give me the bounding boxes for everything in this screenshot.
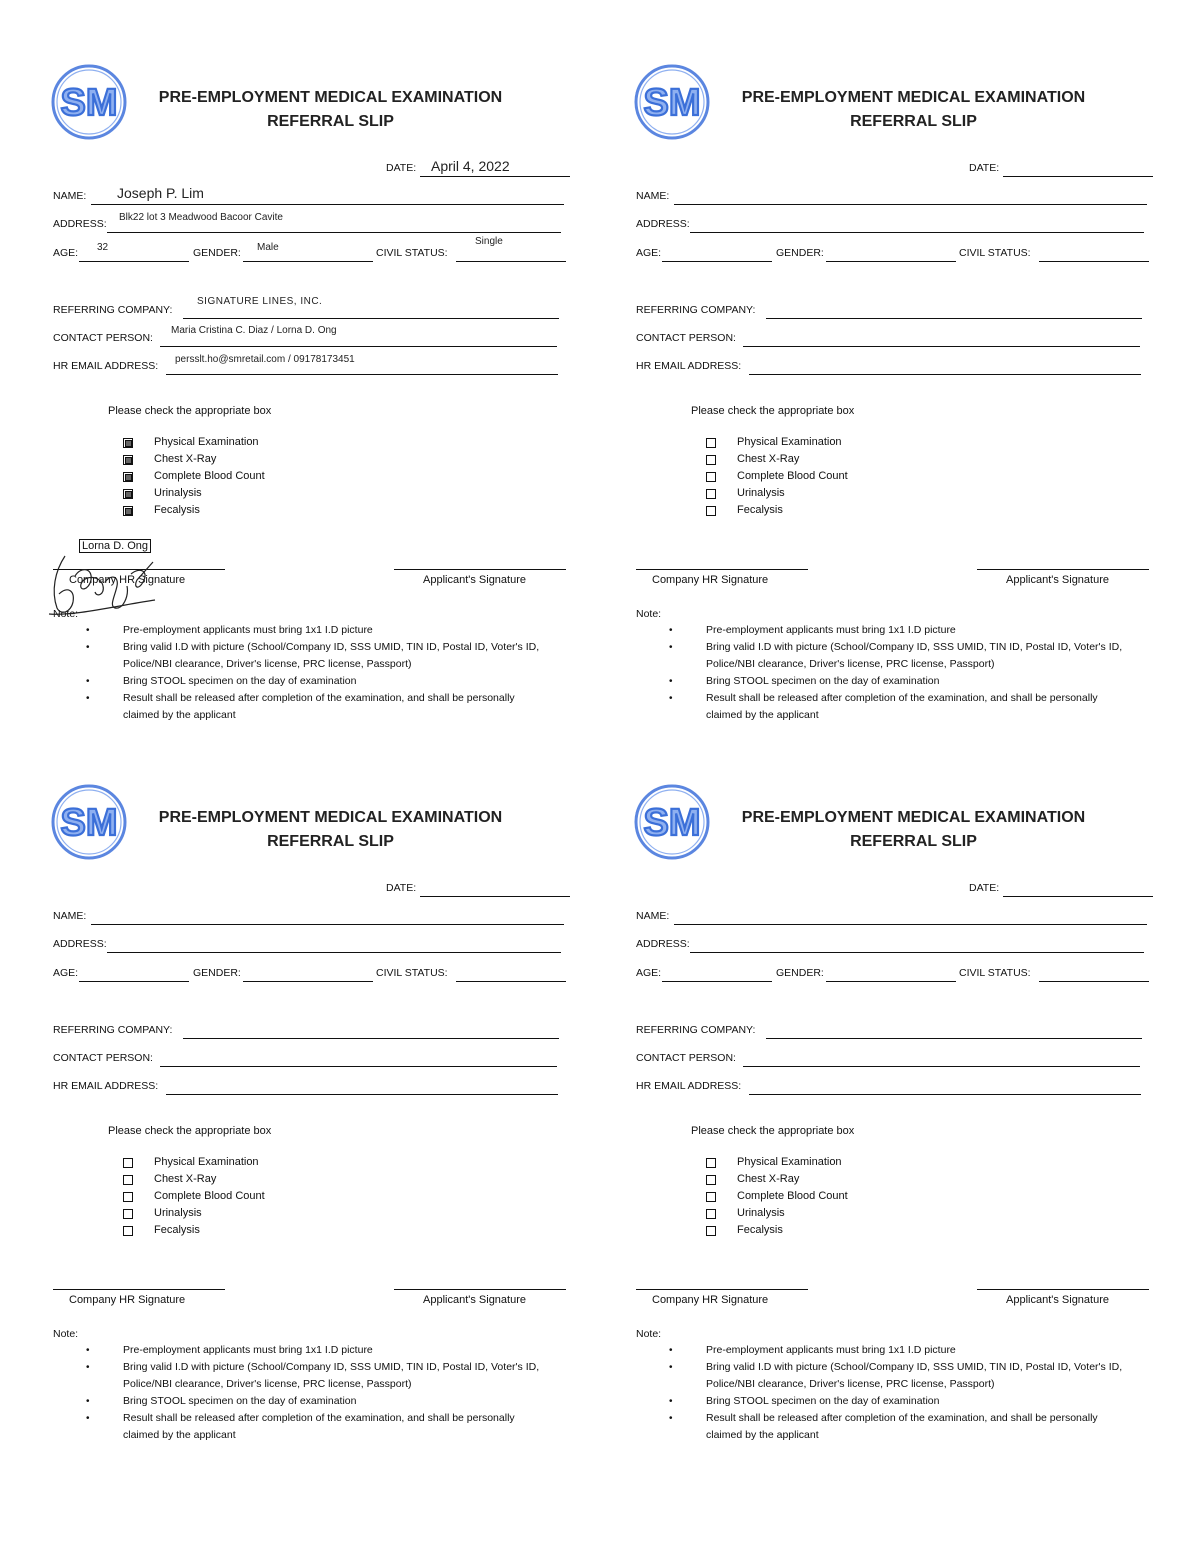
hr-email-label: HR EMAIL ADDRESS: (636, 1080, 742, 1092)
form-title-line1: PRE-EMPLOYMENT MEDICAL EXAMINATION (741, 809, 1086, 826)
notes-list (67, 622, 547, 724)
referring-company-field[interactable] (766, 1038, 1142, 1039)
address-label: ADDRESS: (53, 938, 107, 950)
contact-person-field[interactable] (743, 1066, 1140, 1067)
checklist-item-label: Urinalysis (154, 487, 202, 499)
civil-status-label: CIVIL STATUS: (959, 247, 1031, 259)
age-field[interactable] (79, 261, 189, 262)
checklist-item-label: Urinalysis (154, 1207, 202, 1219)
age-value: 32 (97, 242, 109, 253)
checklist-item[interactable] (123, 487, 423, 504)
checklist-item[interactable] (123, 453, 423, 470)
checkbox[interactable] (706, 455, 716, 465)
checkbox[interactable] (123, 1192, 133, 1202)
note-item: • Bring STOOL specimen on the day of examination (650, 673, 1130, 690)
age-field[interactable] (662, 261, 772, 262)
checkbox[interactable] (706, 506, 716, 516)
contact-person-field[interactable] (160, 1066, 557, 1067)
name-label: NAME: (53, 910, 87, 922)
company-hr-signature-line[interactable] (53, 1289, 225, 1290)
gender-field[interactable] (826, 261, 956, 262)
hr-email-label: HR EMAIL ADDRESS: (53, 360, 159, 372)
name-label: NAME: (53, 190, 87, 202)
name-field[interactable] (674, 924, 1147, 925)
checkbox[interactable] (706, 1175, 716, 1185)
checkbox[interactable] (123, 506, 133, 516)
name-value: Joseph P. Lim (117, 185, 204, 201)
svg-text:SM: SM (60, 82, 118, 124)
note-item: • Result shall be released after completion of the examination, and shall be personally claimed by the applicant (67, 1410, 547, 1444)
checkbox[interactable] (123, 472, 133, 482)
checkbox[interactable] (706, 472, 716, 482)
note-item: • Result shall be released after completion of the examination, and shall be personally claimed by the applicant (650, 690, 1130, 724)
form-title-line2: REFERRAL SLIP (267, 113, 394, 130)
date-field[interactable] (420, 896, 570, 897)
date-field[interactable] (420, 176, 570, 177)
checklist-item-label: Fecalysis (737, 504, 783, 516)
referral-slip-4 (636, 792, 1200, 1492)
address-label: ADDRESS: (53, 218, 107, 230)
checklist-item-label: Fecalysis (737, 1224, 783, 1236)
checkbox[interactable] (706, 438, 716, 448)
applicant-signature-line[interactable] (977, 1289, 1149, 1290)
civil-status-label: CIVIL STATUS: (376, 247, 448, 259)
address-label: ADDRESS: (636, 938, 690, 950)
address-label: ADDRESS: (636, 218, 690, 230)
age-field[interactable] (662, 981, 772, 982)
checklist-item-label: Chest X-Ray (154, 453, 217, 465)
form-title-line1: PRE-EMPLOYMENT MEDICAL EXAMINATION (741, 89, 1086, 106)
form-title (53, 806, 608, 854)
checklist-item[interactable] (706, 1156, 1006, 1173)
handwritten-signature-icon (45, 546, 195, 622)
age-label: AGE: (636, 967, 662, 979)
checkbox[interactable] (706, 489, 716, 499)
note-item: • Pre-employment applicants must bring 1x1 I.D picture (67, 622, 547, 639)
address-field[interactable] (690, 952, 1144, 953)
name-label: NAME: (636, 190, 670, 202)
checklist-item-label: Physical Examination (154, 436, 259, 448)
address-field[interactable] (107, 232, 561, 233)
referring-company-label: REFERRING COMPANY: (53, 304, 173, 316)
date-value: April 4, 2022 (431, 158, 510, 174)
note-item: • Pre-employment applicants must bring 1x1 I.D picture (650, 622, 1130, 639)
note-item: • Pre-employment applicants must bring 1x1 I.D picture (650, 1342, 1130, 1359)
contact-person-label: CONTACT PERSON: (636, 1052, 736, 1064)
gender-value: Male (257, 242, 279, 253)
checkbox[interactable] (123, 1158, 133, 1168)
referring-company-label: REFERRING COMPANY: (636, 1024, 756, 1036)
check-instruction: Please check the appropriate box (691, 405, 855, 417)
age-label: AGE: (53, 967, 79, 979)
referring-company-label: REFERRING COMPANY: (53, 1024, 173, 1036)
checklist-item[interactable] (123, 504, 423, 521)
applicant-signature-label: Applicant's Signature (423, 574, 526, 586)
checklist-item-label: Fecalysis (154, 504, 200, 516)
checkbox[interactable] (706, 1226, 716, 1236)
applicant-signature-label: Applicant's Signature (1006, 1294, 1109, 1306)
checklist-item[interactable] (706, 1173, 1006, 1190)
date-label: DATE: (969, 882, 1000, 894)
civil-status-field[interactable] (1039, 981, 1149, 982)
company-hr-signature-label: Company HR Signature (652, 574, 769, 586)
name-label: NAME: (636, 910, 670, 922)
notes-list (650, 1342, 1130, 1444)
referring-company-value: SIGNATURE LINES, INC. (197, 296, 323, 307)
hr-email-label: HR EMAIL ADDRESS: (636, 360, 742, 372)
checkbox[interactable] (706, 1158, 716, 1168)
applicant-signature-line[interactable] (977, 569, 1149, 570)
note-label: Note: (53, 608, 79, 620)
checkbox[interactable] (123, 455, 133, 465)
civil-status-field[interactable] (456, 261, 566, 262)
name-field[interactable] (91, 204, 564, 205)
hr-email-label: HR EMAIL ADDRESS: (53, 1080, 159, 1092)
checkbox[interactable] (123, 1175, 133, 1185)
date-label: DATE: (386, 162, 417, 174)
form-title-line1: PRE-EMPLOYMENT MEDICAL EXAMINATION (158, 809, 503, 826)
note-item: • Bring valid I.D with picture (School/Company ID, SSS UMID, TIN ID, Postal ID, Voter's ID, Police/NBI clearance, Driver's license, PRC license, Passport) (67, 639, 547, 673)
checklist-item[interactable] (123, 1207, 423, 1224)
note-item: • Bring valid I.D with picture (School/Company ID, SSS UMID, TIN ID, Postal ID, Voter's ID, Police/NBI clearance, Driver's license, PRC license, Passport) (67, 1359, 547, 1393)
date-field[interactable] (1003, 176, 1153, 177)
company-hr-signature-label: Company HR Signature (652, 1294, 769, 1306)
note-item: • Bring valid I.D with picture (School/Company ID, SSS UMID, TIN ID, Postal ID, Voter's ID, Police/NBI clearance, Driver's license, PRC license, Passport) (650, 639, 1130, 673)
check-instruction: Please check the appropriate box (108, 1125, 272, 1137)
contact-person-label: CONTACT PERSON: (53, 1052, 153, 1064)
notes-list (67, 1342, 547, 1444)
checkbox[interactable] (123, 489, 133, 499)
name-field[interactable] (91, 924, 564, 925)
address-field[interactable] (690, 232, 1144, 233)
note-item: • Pre-employment applicants must bring 1x1 I.D picture (67, 1342, 547, 1359)
form-title (636, 806, 1191, 854)
address-field[interactable] (107, 952, 561, 953)
checklist-item-label: Physical Examination (737, 436, 842, 448)
checklist-item-label: Chest X-Ray (154, 1173, 217, 1185)
hr-email-value: persslt.ho@smretail.com / 09178173451 (175, 354, 355, 365)
note-label: Note: (53, 1328, 79, 1340)
date-label: DATE: (386, 882, 417, 894)
company-hr-signature-line[interactable] (636, 569, 808, 570)
note-label: Note: (636, 1328, 662, 1340)
contact-person-field[interactable] (160, 346, 557, 347)
form-title-line2: REFERRAL SLIP (267, 833, 394, 850)
checklist-item[interactable] (123, 1190, 423, 1207)
signer-name: Lorna D. Ong (79, 539, 151, 553)
form-title-line2: REFERRAL SLIP (850, 113, 977, 130)
company-hr-signature-label: Company HR Signature (69, 574, 186, 586)
gender-label: GENDER: (776, 247, 824, 259)
checklist-item-label: Urinalysis (737, 487, 785, 499)
gender-label: GENDER: (193, 967, 241, 979)
checklist-item-label: Complete Blood Count (737, 1190, 848, 1202)
checklist-item[interactable] (706, 487, 1006, 504)
referring-company-field[interactable] (183, 318, 559, 319)
checklist-item-label: Physical Examination (737, 1156, 842, 1168)
civil-status-field[interactable] (456, 981, 566, 982)
hr-email-field[interactable] (749, 374, 1141, 375)
form-title (636, 86, 1191, 134)
referral-slip-2 (636, 72, 1200, 772)
applicant-signature-label: Applicant's Signature (423, 1294, 526, 1306)
date-label: DATE: (969, 162, 1000, 174)
civil-status-value: Single (475, 236, 503, 247)
checklist-item[interactable] (706, 453, 1006, 470)
company-hr-signature-label: Company HR Signature (69, 1294, 186, 1306)
applicant-signature-line[interactable] (394, 569, 566, 570)
checklist-item[interactable] (706, 436, 1006, 453)
checklist-item-label: Complete Blood Count (154, 470, 265, 482)
contact-person-value: Maria Cristina C. Diaz / Lorna D. Ong (171, 325, 337, 336)
form-title (53, 86, 608, 134)
age-field[interactable] (79, 981, 189, 982)
applicant-signature-label: Applicant's Signature (1006, 574, 1109, 586)
note-item: • Bring STOOL specimen on the day of examination (67, 673, 547, 690)
hr-email-field[interactable] (166, 374, 558, 375)
checklist-item[interactable] (123, 1173, 423, 1190)
gender-label: GENDER: (776, 967, 824, 979)
gender-field[interactable] (243, 981, 373, 982)
contact-person-label: CONTACT PERSON: (636, 332, 736, 344)
checklist-item[interactable] (706, 1207, 1006, 1224)
check-instruction: Please check the appropriate box (691, 1125, 855, 1137)
address-value: Blk22 lot 3 Meadwood Bacoor Cavite (119, 212, 283, 223)
contact-person-field[interactable] (743, 346, 1140, 347)
checklist-item[interactable] (123, 436, 423, 453)
checkbox[interactable] (123, 1226, 133, 1236)
checklist-item-label: Complete Blood Count (154, 1190, 265, 1202)
age-label: AGE: (53, 247, 79, 259)
gender-field[interactable] (826, 981, 956, 982)
civil-status-label: CIVIL STATUS: (376, 967, 448, 979)
hr-email-field[interactable] (749, 1094, 1141, 1095)
contact-person-label: CONTACT PERSON: (53, 332, 153, 344)
applicant-signature-line[interactable] (394, 1289, 566, 1290)
note-item: • Result shall be released after completion of the examination, and shall be personally claimed by the applicant (67, 690, 547, 724)
checklist-item-label: Physical Examination (154, 1156, 259, 1168)
checklist-item-label: Complete Blood Count (737, 470, 848, 482)
gender-label: GENDER: (193, 247, 241, 259)
checklist-item[interactable] (706, 1190, 1006, 1207)
civil-status-label: CIVIL STATUS: (959, 967, 1031, 979)
company-hr-signature-line[interactable] (636, 1289, 808, 1290)
checklist-item-label: Fecalysis (154, 1224, 200, 1236)
date-field[interactable] (1003, 896, 1153, 897)
checklist-item[interactable] (706, 504, 1006, 521)
form-title-line1: PRE-EMPLOYMENT MEDICAL EXAMINATION (158, 89, 503, 106)
note-item: • Result shall be released after completion of the examination, and shall be personally claimed by the applicant (650, 1410, 1130, 1444)
gender-field[interactable] (243, 261, 373, 262)
notes-list (650, 622, 1130, 724)
checklist-item[interactable] (706, 1224, 1006, 1241)
note-label: Note: (636, 608, 662, 620)
note-item: • Bring STOOL specimen on the day of examination (650, 1393, 1130, 1410)
checklist-item[interactable] (123, 1156, 423, 1173)
check-instruction: Please check the appropriate box (108, 405, 272, 417)
checklist-item[interactable] (123, 1224, 423, 1241)
checklist-item[interactable] (706, 470, 1006, 487)
checklist-item-label: Chest X-Ray (737, 453, 800, 465)
referring-company-label: REFERRING COMPANY: (636, 304, 756, 316)
form-title-line2: REFERRAL SLIP (850, 833, 977, 850)
checkbox[interactable] (706, 1209, 716, 1219)
referral-slip-1 (53, 72, 628, 772)
age-label: AGE: (636, 247, 662, 259)
checklist-item[interactable] (123, 470, 423, 487)
referring-company-field[interactable] (766, 318, 1142, 319)
referring-company-field[interactable] (183, 1038, 559, 1039)
svg-text:SM: SM (643, 82, 701, 124)
checklist-item-label: Chest X-Ray (737, 1173, 800, 1185)
referral-slip-3 (53, 792, 628, 1492)
svg-text:SM: SM (60, 802, 118, 844)
note-item: • Bring valid I.D with picture (School/Company ID, SSS UMID, TIN ID, Postal ID, Voter's ID, Police/NBI clearance, Driver's license, PRC license, Passport) (650, 1359, 1130, 1393)
checklist-item-label: Urinalysis (737, 1207, 785, 1219)
checkbox[interactable] (706, 1192, 716, 1202)
checkbox[interactable] (123, 438, 133, 448)
name-field[interactable] (674, 204, 1147, 205)
checkbox[interactable] (123, 1209, 133, 1219)
note-item: • Bring STOOL specimen on the day of examination (67, 1393, 547, 1410)
civil-status-field[interactable] (1039, 261, 1149, 262)
hr-email-field[interactable] (166, 1094, 558, 1095)
svg-text:SM: SM (643, 802, 701, 844)
